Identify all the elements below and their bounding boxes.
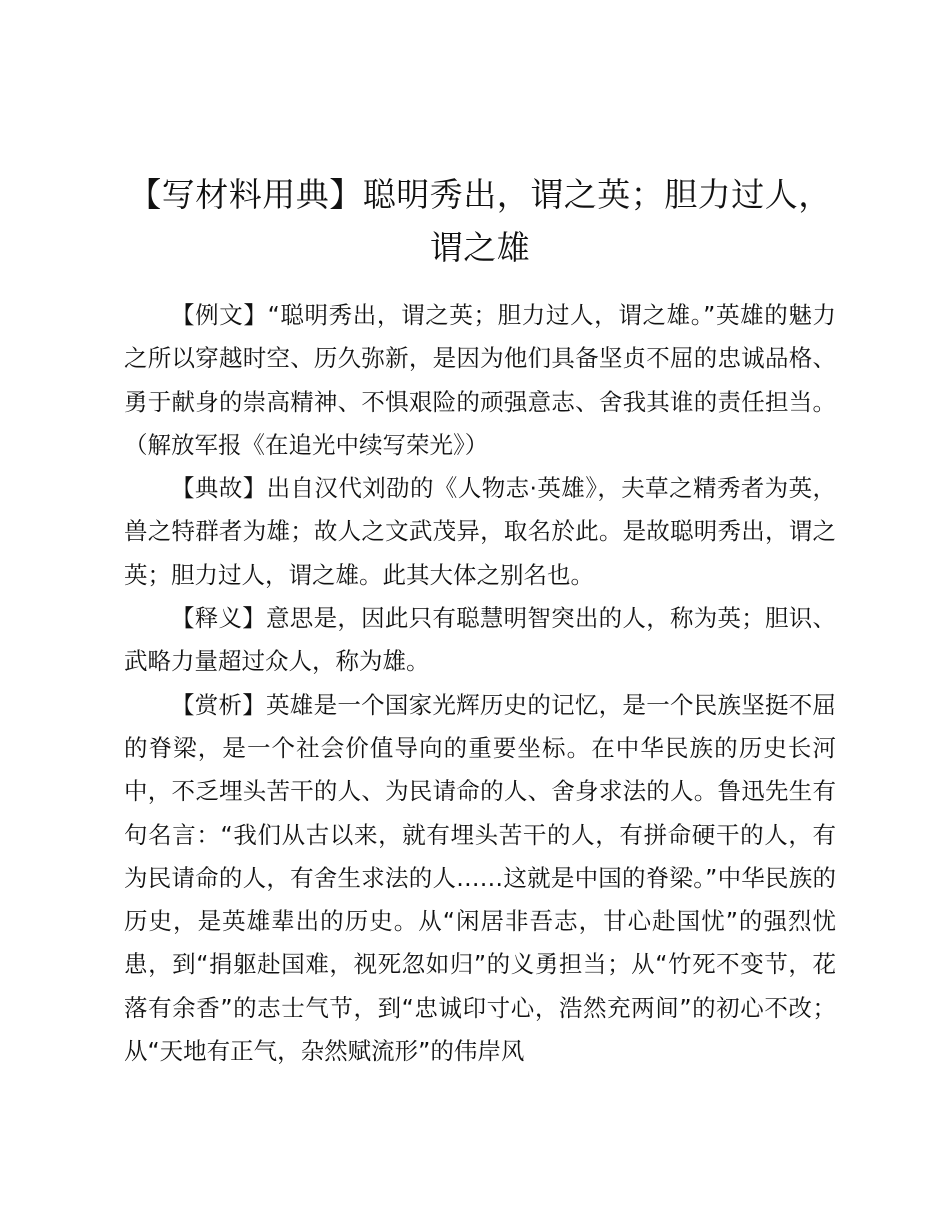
section-allusion (124, 467, 836, 597)
section-text: 英雄是一个国家光辉历史的记忆，是一个民族坚挺不屈的脊梁，是一个社会价值导向的重要坐标。在中华民族的历史长河中，不乏埋头苦干的人、为民请命的人、舍身求法的人。鲁迅先生有句名言：“我们从古以来，就有埋头苦干的人，有拼命硬干的人，有为民请命的人，有舍生求法的人……这就是中国的脊梁。”中华民族的历史，是英雄辈出的历史。从“闲居非吾志，甘心赴国忧”的强烈忧患，到“捐躯赴国难，视死忽如归”的义勇担当；从“竹死不变节，花落有余香”的志士气节，到“忠诚印寸心，浩然充两间”的初心不改；从“天地有正气，杂然赋流形”的伟岸风 (124, 690, 837, 1066)
section-text: 意思是，因此只有聪慧明智突出的人，称为英；胆识、武略力量超过众人，称为雄。 (124, 604, 837, 676)
section-text: 出自汉代刘劭的《人物志·英雄》，夫草之精秀者为英，兽之特群者为雄；故人之文武茂异，取名於此。是故聪明秀出，谓之英；胆力过人，谓之雄。此其大体之别名也。 (124, 474, 836, 589)
section-appreciation (124, 684, 836, 1074)
section-label: 【赏析】 (171, 690, 267, 719)
section-label: 【典故】 (171, 474, 267, 503)
section-example (124, 294, 836, 467)
document-title: 【写材料用典】聪明秀出，谓之英；胆力过人，谓之雄 (128, 175, 832, 267)
section-label: 【释义】 (171, 604, 267, 633)
section-text: “聪明秀出，谓之英；胆力过人，谓之雄。”英雄的魅力之所以穿越时空、历久弥新，是因为他们具备坚贞不屈的忠诚品格、勇于献身的崇高精神、不惧艰险的顽强意志、舍我其谁的责任担当。（解放军报《在追光中续写荣光》） (124, 301, 836, 459)
document-page (124, 168, 836, 1073)
section-label: 【例文】 (171, 301, 268, 329)
section-meaning (124, 597, 836, 684)
